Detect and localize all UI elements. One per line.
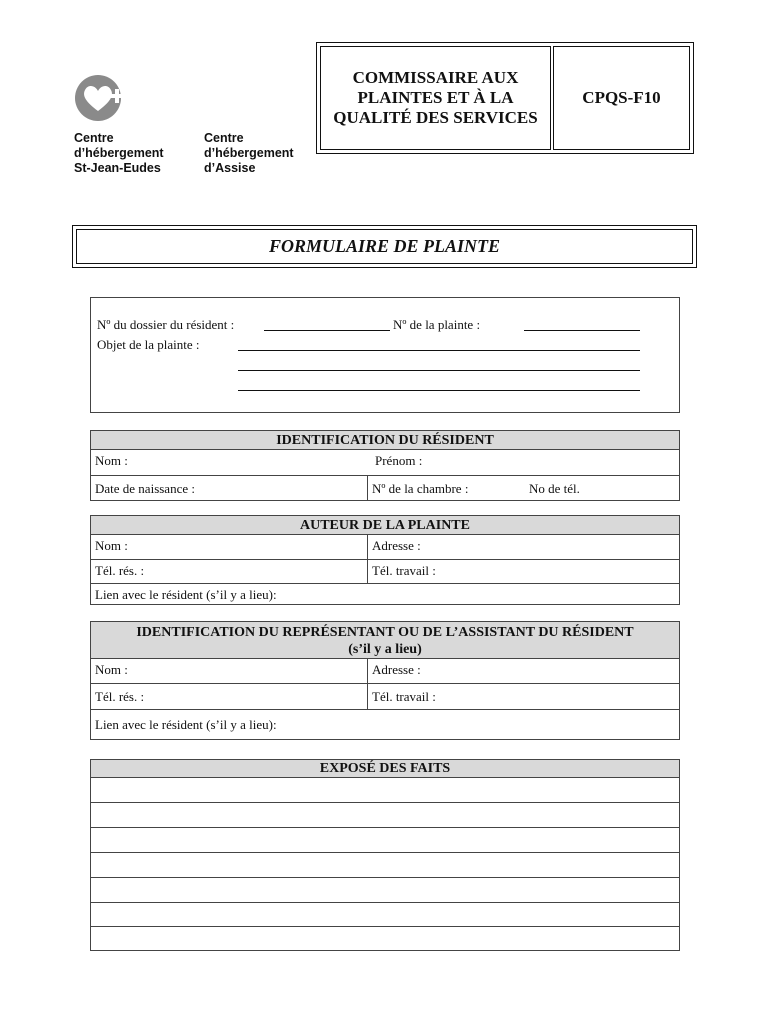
form-title-box [72, 225, 697, 268]
resident-chambre-field[interactable]: Nº de la chambre : [367, 476, 525, 500]
auteur-row-2 [91, 559, 679, 583]
auteur-row-3 [91, 583, 679, 604]
organization-assise: Centre d’hébergement d’Assise [204, 131, 294, 175]
heart-plus-logo-icon [74, 72, 126, 124]
representant-nom-field[interactable]: Nom : [95, 662, 128, 677]
resident-details-row [91, 475, 679, 500]
auteur-nom-field[interactable]: Nom : [95, 538, 128, 553]
form-title: FORMULAIRE DE PLAINTE [76, 229, 693, 264]
auteur-row-1 [91, 535, 679, 559]
expose-line[interactable] [91, 802, 679, 827]
section-title: IDENTIFICATION DU RÉSIDENT [91, 431, 679, 450]
resident-name-row [91, 450, 679, 475]
resident-nom-field[interactable]: Nom : [95, 453, 128, 468]
organization-st-jean-eudes: Centre d’hébergement St-Jean-Eudes [74, 131, 164, 175]
auteur-lien-field[interactable]: Lien avec le résident (s’il y a lieu): [95, 587, 277, 602]
auteur-adresse-field[interactable]: Adresse : [367, 535, 679, 559]
plainte-number-field[interactable] [524, 330, 640, 331]
representant-lien-field[interactable]: Lien avec le résident (s’il y a lieu): [95, 717, 277, 732]
expose-line[interactable] [91, 777, 679, 802]
dossier-number-field[interactable] [264, 330, 390, 331]
expose-line[interactable] [91, 877, 679, 902]
objet-field-line-2[interactable] [238, 370, 640, 371]
section-title: AUTEUR DE LA PLAINTE [91, 516, 679, 535]
representant-row-2 [91, 683, 679, 709]
expose-line[interactable] [91, 902, 679, 926]
representant-row-1 [91, 659, 679, 683]
representant-tel-travail-field[interactable]: Tél. travail : [367, 684, 679, 709]
plainte-label: Nº de la plainte : [393, 317, 481, 332]
auteur-tel-travail-field[interactable]: Tél. travail : [367, 560, 679, 583]
dossier-label: Nº du dossier du résident : [97, 317, 235, 332]
header-title: COMMISSAIRE AUX PLAINTES ET À LA QUALITÉ DES SERVICES [320, 46, 551, 150]
header-box [316, 42, 694, 154]
dossier-box [90, 297, 680, 413]
objet-label: Objet de la plainte : [97, 337, 200, 352]
section-title: IDENTIFICATION DU REPRÉSENTANT OU DE L’ASSISTANT DU RÉSIDENT (s’il y a lieu) [91, 622, 679, 659]
resident-tel-field[interactable]: No de tél. [529, 481, 580, 496]
form-code: CPQS-F10 [553, 46, 690, 150]
representant-tel-res-field[interactable]: Tél. rés. : [95, 689, 145, 704]
objet-field-line-1[interactable] [238, 350, 640, 351]
expose-line[interactable] [91, 926, 679, 950]
expose-line[interactable] [91, 827, 679, 852]
section-expose-faits [90, 759, 680, 951]
section-title: EXPOSÉ DES FAITS [91, 760, 679, 777]
objet-field-line-3[interactable] [238, 390, 640, 391]
representant-adresse-field[interactable]: Adresse : [367, 659, 679, 683]
section-auteur-plainte [90, 515, 680, 605]
resident-prenom-field[interactable]: Prénom : [375, 453, 423, 468]
auteur-tel-res-field[interactable]: Tél. rés. : [95, 563, 145, 578]
resident-naissance-field[interactable]: Date de naissance : [95, 481, 195, 496]
expose-line[interactable] [91, 852, 679, 877]
section-representant [90, 621, 680, 740]
section-identification-resident [90, 430, 680, 501]
representant-row-3 [91, 709, 679, 739]
